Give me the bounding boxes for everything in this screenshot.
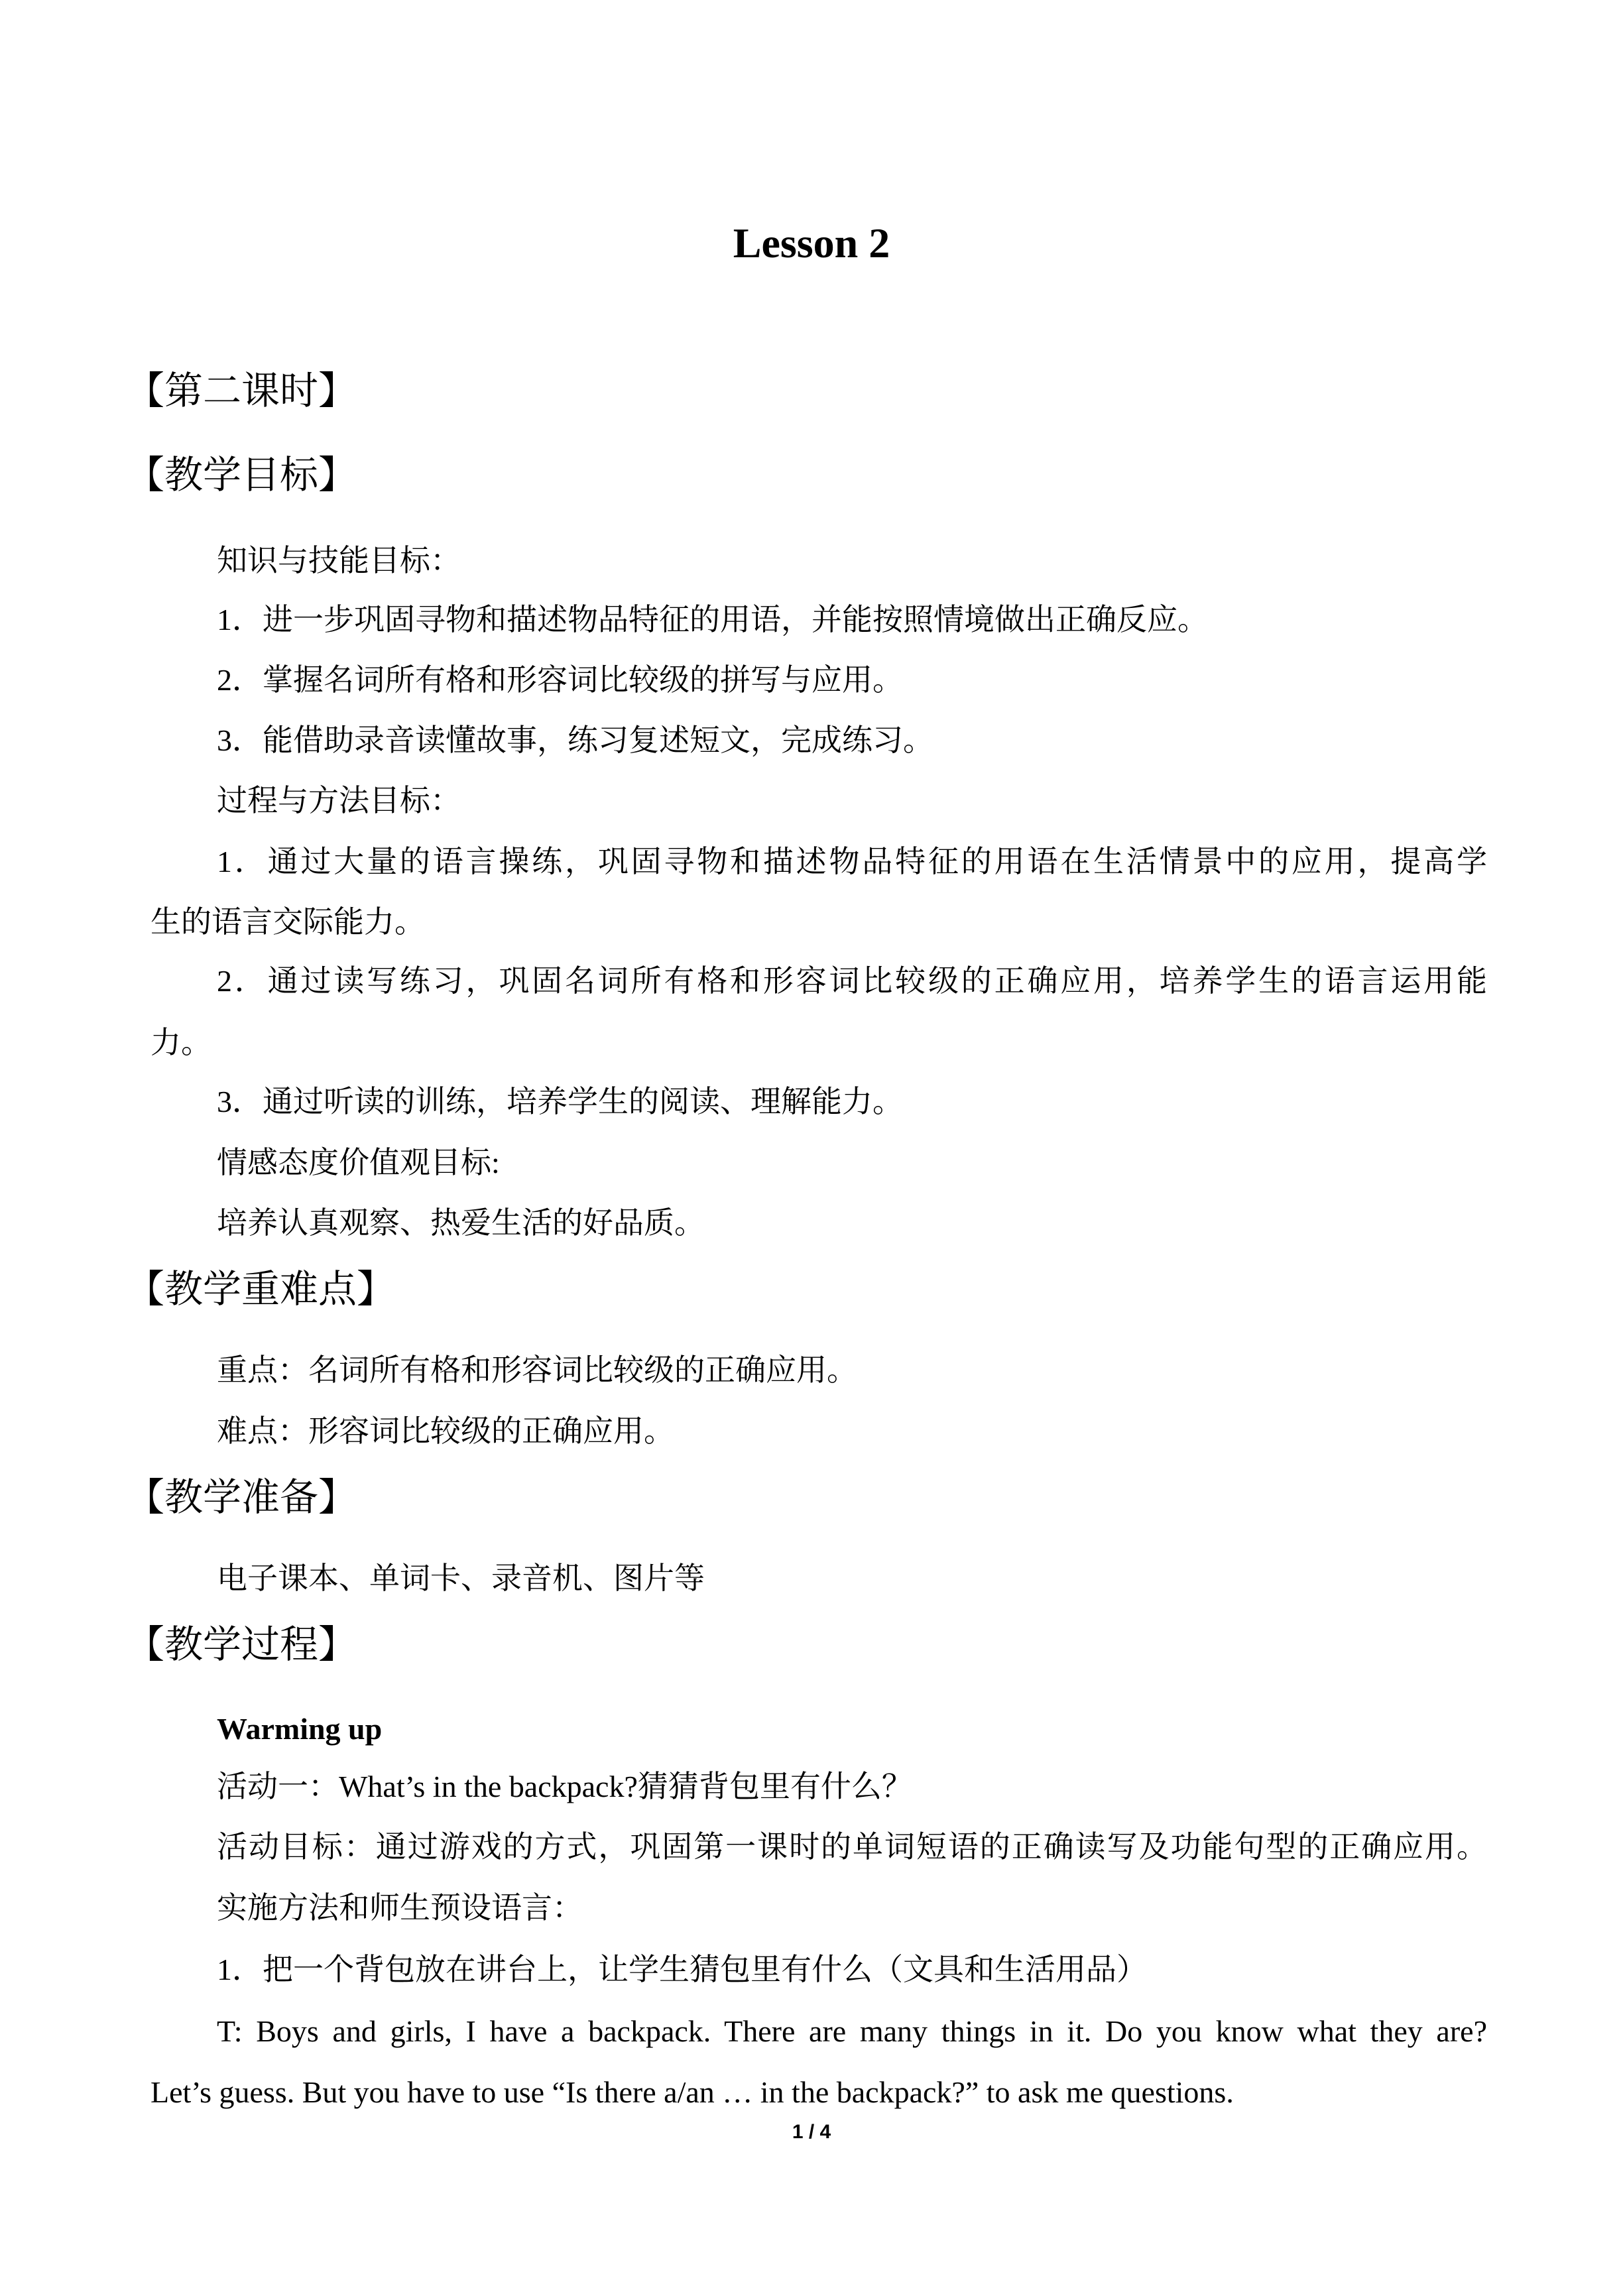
key-point-text: 重点：名词所有格和形容词比较级的正确应用。 — [217, 1353, 857, 1387]
activity-one-title: 活动一：What’s in the backpack?猜猜背包里有什么？ — [217, 1770, 912, 1803]
process-objective-line: 力。 — [150, 1026, 211, 1059]
process-objective-line: 3．通过听读的训练，培养学生的阅读、理解能力。 — [217, 1085, 903, 1118]
emotion-values-text: 培养认真观察、热爱生活的好品质。 — [217, 1206, 705, 1240]
process-objective-line: 2．通过读写练习，巩固名词所有格和形容词比较级的正确应用，培养学生的语言运用能 — [217, 964, 1487, 998]
teacher-script-line: Let’s guess. But you have to use “Is there a/an … in the backpack?” to ask me questions. — [150, 2075, 1234, 2109]
activity-goal-text: 活动目标：通过游戏的方式，巩固第一课时的单词短语的正确读写及功能句型的正确应用。 — [217, 1830, 1487, 1864]
difficult-point-text: 难点：形容词比较级的正确应用。 — [217, 1414, 674, 1448]
process-objective-line: 生的语言交际能力。 — [150, 905, 425, 939]
knowledge-objective-item: 3．能借助录音读懂故事，练习复述短文，完成练习。 — [217, 723, 933, 757]
process-method-label: 过程与方法目标： — [217, 784, 461, 817]
page-number: 1 / 4 — [792, 2121, 831, 2143]
step-one-text: 1．把一个背包放在讲台上，让学生猜包里有什么（文具和生活用品） — [217, 1953, 1147, 1986]
heading-lesson-period: 【第二课时】 — [126, 369, 357, 412]
knowledge-objective-item: 1．进一步巩固寻物和描述物品特征的用语，并能按照情境做出正确反应。 — [217, 603, 1208, 636]
heading-teaching-process: 【教学过程】 — [126, 1623, 357, 1666]
heading-teaching-preparation: 【教学准备】 — [126, 1476, 357, 1519]
emotion-values-label: 情感态度价值观目标: — [217, 1146, 500, 1179]
heading-key-difficult-points: 【教学重难点】 — [126, 1268, 396, 1311]
warming-up-title: Warming up — [217, 1712, 383, 1746]
page-title: Lesson 2 — [733, 219, 890, 267]
method-label: 实施方法和师生预设语言： — [217, 1891, 583, 1925]
teacher-script-line: T: Boys and girls, I have a backpack. There are many things in it. Do you know what they are? — [217, 2014, 1487, 2048]
heading-teaching-objectives: 【教学目标】 — [126, 453, 357, 497]
preparation-text: 电子课本、单词卡、录音机、图片等 — [217, 1561, 705, 1595]
process-objective-line: 1．通过大量的语言操练，巩固寻物和描述物品特征的用语在生活情景中的应用，提高学 — [217, 845, 1487, 878]
knowledge-skill-label: 知识与技能目标： — [217, 544, 461, 577]
knowledge-objective-item: 2．掌握名词所有格和形容词比较级的拼写与应用。 — [217, 663, 903, 697]
